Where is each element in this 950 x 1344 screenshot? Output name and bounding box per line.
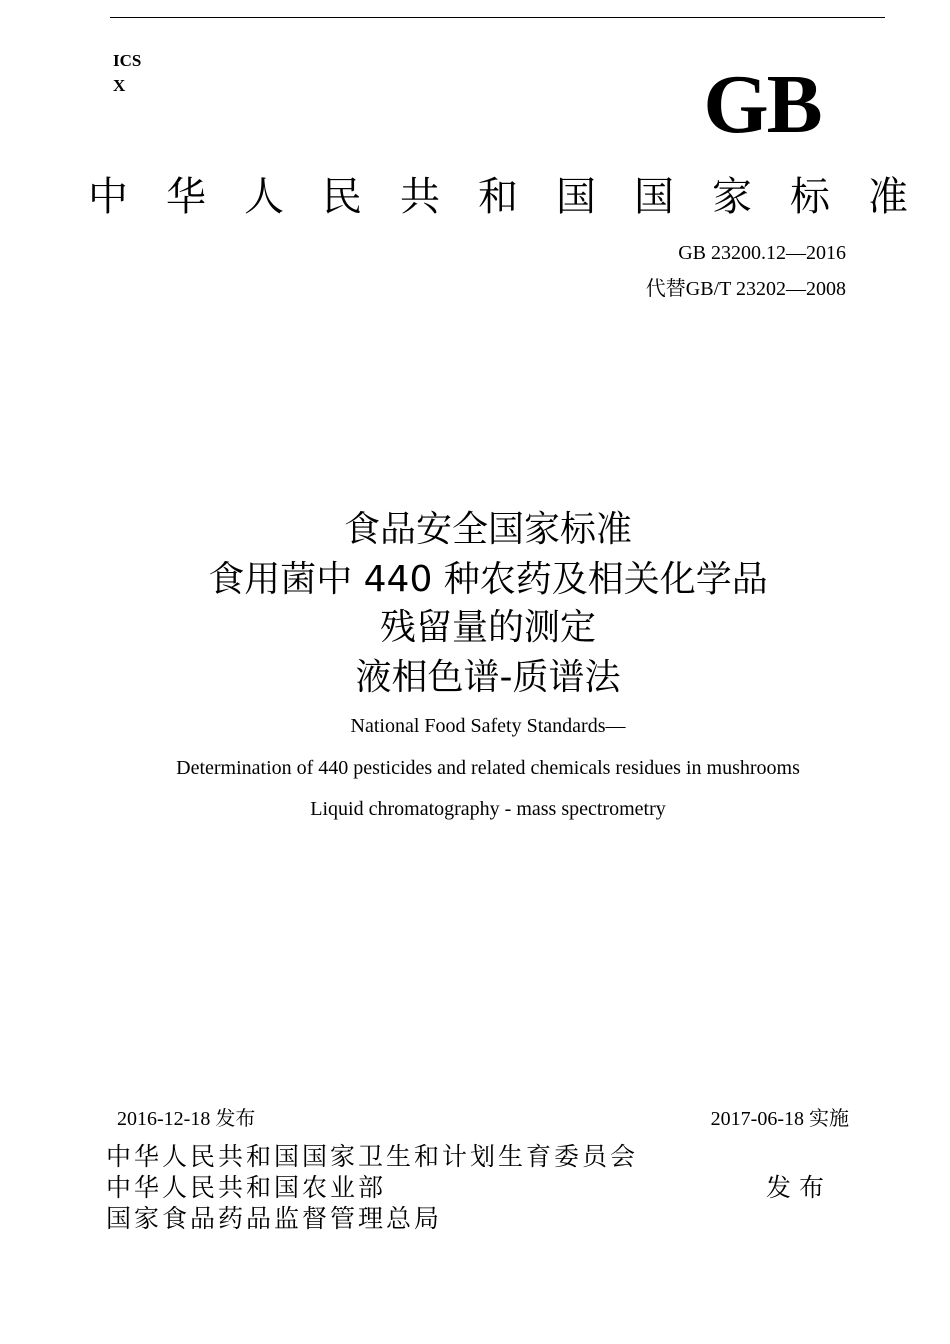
gb-logo: GB (703, 58, 821, 151)
title-en-line-1: National Food Safety Standards— (350, 715, 626, 737)
issuer-ministry-agriculture: 中华人民共和国农业部 (106, 1173, 387, 1202)
title-cn-line-1: 食品安全国家标准 (343, 509, 632, 550)
issuer-health-commission: 中华人民共和国国家卫生和计划生育委员会 (106, 1142, 639, 1171)
nation-title: 中华人民共和国国家标准 (88, 174, 946, 220)
issuer-food-drug-administration: 国家食品药品监督管理总局 (106, 1204, 443, 1233)
standard-number: GB 23200.12—2016 (678, 242, 846, 264)
title-cn-line-2: 食用菌中 440 种农药及相关化学品 (208, 559, 768, 600)
implementation-date: 2017-06-18 实施 (710, 1108, 849, 1130)
issue-date: 2016-12-18 发布 (117, 1108, 256, 1130)
category-code: X (113, 76, 126, 95)
title-en-line-3: Liquid chromatography - mass spectrometry (310, 798, 666, 820)
publish-label: 发布 (766, 1173, 833, 1202)
title-cn-line-4: 液相色谱-质谱法 (355, 657, 621, 698)
title-en-line-2: Determination of 440 pesticides and related chemicals residues in mushrooms (176, 757, 800, 779)
replaces-standard: 代替GB/T 23202—2008 (645, 278, 846, 300)
title-cn-line-3: 残留量的测定 (379, 607, 596, 648)
ics-label: ICS (113, 51, 142, 70)
ics-block (113, 48, 141, 98)
top-rule (110, 17, 885, 18)
